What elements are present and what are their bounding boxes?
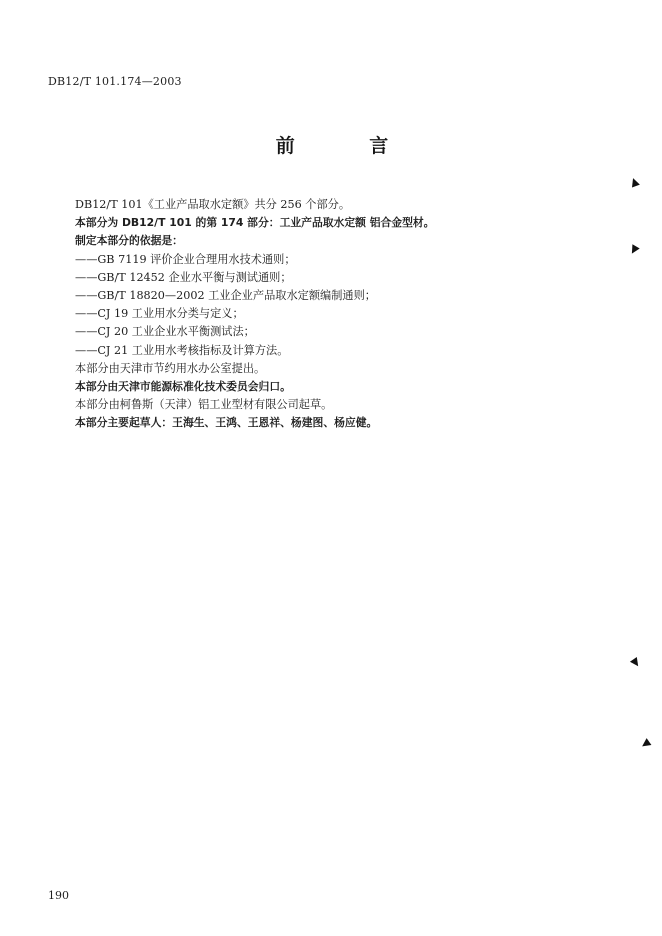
scan-speck-mark: ▲ — [628, 173, 641, 190]
body-line-drafters: 本部分主要起草人：王海生、王鸿、王恩祥、杨建图、杨应健。 — [75, 416, 378, 430]
reference-item-gbt18820: ——GB/T 18820—2002 工业企业产品取水定额编制通则； — [75, 289, 376, 303]
body-line-proposer: 本部分由天津市节约用水办公室提出。 — [75, 361, 266, 375]
body-line-part: 本部分为 DB12/T 101 的第 174 部分：工业产品取水定额 铝合金型材。 — [75, 216, 435, 230]
body-line-series: DB12/T 101《工业产品取水定额》共分 256 个部分。 — [75, 198, 351, 211]
reference-item-gb7119: ——GB 7119 评价企业合理用水技术通则； — [75, 252, 296, 266]
reference-item-cj20: ——CJ 20 工业企业水平衡测试法； — [75, 325, 255, 339]
body-line-drafting-unit: 本部分由柯鲁斯（天津）铝工业型材有限公司起草。 — [75, 398, 333, 412]
foreword-body — [75, 196, 615, 433]
body-line-administrator: 本部分由天津市能源标准化技术委员会归口。 — [75, 380, 291, 394]
page-number: 190 — [48, 889, 69, 902]
reference-item-cj21: ——CJ 21 工业用水考核指标及计算方法。 — [75, 343, 289, 357]
scan-speck-mark: ▼ — [627, 241, 642, 258]
foreword-title: 前 言 — [275, 135, 423, 157]
scan-speck-mark: ▶ — [628, 655, 644, 670]
reference-item-cj19: ——CJ 19 工业用水分类与定义； — [75, 307, 244, 321]
scan-speck-mark: ◀ — [638, 735, 653, 752]
body-line-basis-intro: 制定本部分的依据是： — [75, 234, 183, 248]
reference-item-gbt12452: ——GB/T 12452 企业水平衡与测试通则； — [75, 270, 292, 284]
document-code: DB12/T 101.174—2003 — [48, 75, 182, 88]
